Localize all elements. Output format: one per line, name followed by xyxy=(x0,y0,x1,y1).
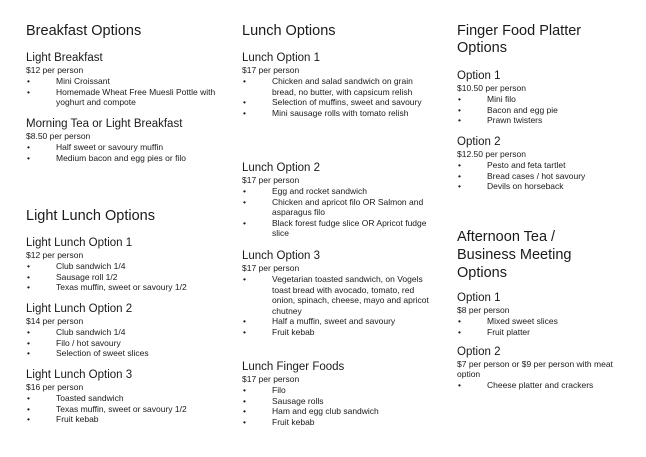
item-price: $8 per person xyxy=(457,305,510,315)
item-list xyxy=(457,160,635,192)
item-price: $12 per person xyxy=(26,250,84,260)
list-item: • Fruit platter xyxy=(457,327,635,338)
item-list xyxy=(457,380,635,391)
list-item: • Prawn twisters xyxy=(457,115,635,126)
menu-item-light-lunch-2 xyxy=(26,303,222,359)
list-item: • Homemade Wheat Free Muesli Pottle with yoghurt and compote xyxy=(26,87,222,108)
item-title: Option 1 xyxy=(457,70,501,82)
list-item: • Fruit kebab xyxy=(242,417,434,428)
item-price: $16 per person xyxy=(26,382,84,392)
item-title: Light Breakfast xyxy=(26,52,103,64)
list-item: • Mini filo xyxy=(457,94,635,105)
finger-food-section-title xyxy=(457,23,581,57)
title-line: Options xyxy=(457,40,507,56)
item-title: Light Lunch Option 1 xyxy=(26,237,133,249)
item-title: Option 1 xyxy=(457,292,501,304)
list-item: • Texas muffin, sweet or savoury 1/2 xyxy=(26,404,222,415)
list-item: • Mixed sweet slices xyxy=(457,316,635,327)
afternoon-tea-section-title xyxy=(457,228,571,282)
list-item: • Sausage rolls xyxy=(242,396,434,407)
item-price: $7 per person or $9 per person with meat option xyxy=(457,359,613,379)
list-item: • Egg and rocket sandwich xyxy=(242,186,434,197)
item-price: $10.50 per person xyxy=(457,83,526,93)
title-line: Finger Food Platter xyxy=(457,23,582,39)
item-title: Lunch Option 3 xyxy=(242,250,321,262)
menu-item-light-breakfast xyxy=(26,52,222,108)
menu-item-afternoon-option-1 xyxy=(457,292,635,337)
item-title: Option 2 xyxy=(457,346,501,358)
menu-item-lunch-2 xyxy=(242,162,434,239)
item-list xyxy=(26,142,222,163)
item-title: Lunch Finger Foods xyxy=(242,361,345,373)
list-item: • Ham and egg club sandwich xyxy=(242,406,434,417)
item-list xyxy=(26,76,222,108)
list-item: • Sausage roll 1/2 xyxy=(26,272,222,283)
list-item: • Devils on horseback xyxy=(457,181,635,192)
menu-item-light-lunch-3 xyxy=(26,369,222,425)
item-price: $12 per person xyxy=(26,65,84,75)
list-item: • Filo xyxy=(242,385,434,396)
list-item: • Selection of muffins, sweet and savoury xyxy=(242,97,434,108)
list-item: • Chicken and apricot filo OR Salmon and asparagus filo xyxy=(242,197,434,218)
menu-item-lunch-finger-foods xyxy=(242,361,434,427)
list-item: • Texas muffin, sweet or savoury 1/2 xyxy=(26,282,222,293)
lunch-section-title: Lunch Options xyxy=(242,23,336,39)
item-list xyxy=(457,316,635,337)
item-title: Light Lunch Option 2 xyxy=(26,303,133,315)
list-item: • Club sandwich 1/4 xyxy=(26,327,222,338)
item-price: $17 per person xyxy=(242,65,300,75)
list-item: • Mini sausage rolls with tomato relish xyxy=(242,108,434,119)
list-item: • Cheese platter and crackers xyxy=(457,380,635,391)
menu-item-light-lunch-1 xyxy=(26,237,222,293)
item-list xyxy=(242,385,434,427)
item-list xyxy=(242,76,434,118)
item-title: Lunch Option 1 xyxy=(242,52,321,64)
menu-item-lunch-1 xyxy=(242,52,434,118)
list-item: • Medium bacon and egg pies or filo xyxy=(26,153,222,164)
item-price: $8.50 per person xyxy=(26,131,91,141)
menu-item-afternoon-option-2 xyxy=(457,346,635,391)
menu-item-finger-option-2 xyxy=(457,136,635,192)
item-title: Morning Tea or Light Breakfast xyxy=(26,118,183,130)
list-item: • Chicken and salad sandwich on grain bread, no butter, with capsicum relish xyxy=(242,76,434,97)
list-item: • Toasted sandwich xyxy=(26,393,222,404)
title-line: Options xyxy=(457,265,507,281)
list-item: • Pesto and feta tartlet xyxy=(457,160,635,171)
list-item: • Black forest fudge slice OR Apricot fudge slice xyxy=(242,218,434,239)
item-list xyxy=(26,393,222,425)
list-item: • Mini Croissant xyxy=(26,76,222,87)
list-item: • Half sweet or savoury muffin xyxy=(26,142,222,153)
item-price: $17 per person xyxy=(242,263,300,273)
list-item: • Fruit kebab xyxy=(26,414,222,425)
item-price: $12.50 per person xyxy=(457,149,526,159)
item-title: Option 2 xyxy=(457,136,501,148)
item-list xyxy=(242,186,434,239)
list-item: • Vegetarian toasted sandwich, on Vogels toast bread with avocado, tomato, red onion, spinach, cheese, mayo and apricot chutney xyxy=(242,274,434,316)
item-list xyxy=(242,274,434,337)
item-list xyxy=(457,94,635,126)
light-lunch-section-title: Light Lunch Options xyxy=(26,208,155,224)
title-line: Afternoon Tea / xyxy=(457,229,556,245)
menu-item-finger-option-1 xyxy=(457,70,635,126)
list-item: • Bread cases / hot savoury xyxy=(457,171,635,182)
title-line: Business Meeting xyxy=(457,247,572,263)
list-item: • Half a muffin, sweet and savoury xyxy=(242,316,434,327)
item-price: $17 per person xyxy=(242,374,300,384)
list-item: • Fruit kebab xyxy=(242,327,434,338)
list-item: • Club sandwich 1/4 xyxy=(26,261,222,272)
list-item: • Selection of sweet slices xyxy=(26,348,222,359)
item-price: $17 per person xyxy=(242,175,300,185)
item-price: $14 per person xyxy=(26,316,84,326)
menu-item-morning-tea xyxy=(26,118,222,163)
list-item: • Filo / hot savoury xyxy=(26,338,222,349)
breakfast-section-title: Breakfast Options xyxy=(26,23,142,39)
item-list xyxy=(26,261,222,293)
list-item: • Bacon and egg pie xyxy=(457,105,635,116)
item-title: Light Lunch Option 3 xyxy=(26,369,133,381)
item-title: Lunch Option 2 xyxy=(242,162,321,174)
menu-item-lunch-3 xyxy=(242,250,434,337)
item-list xyxy=(26,327,222,359)
